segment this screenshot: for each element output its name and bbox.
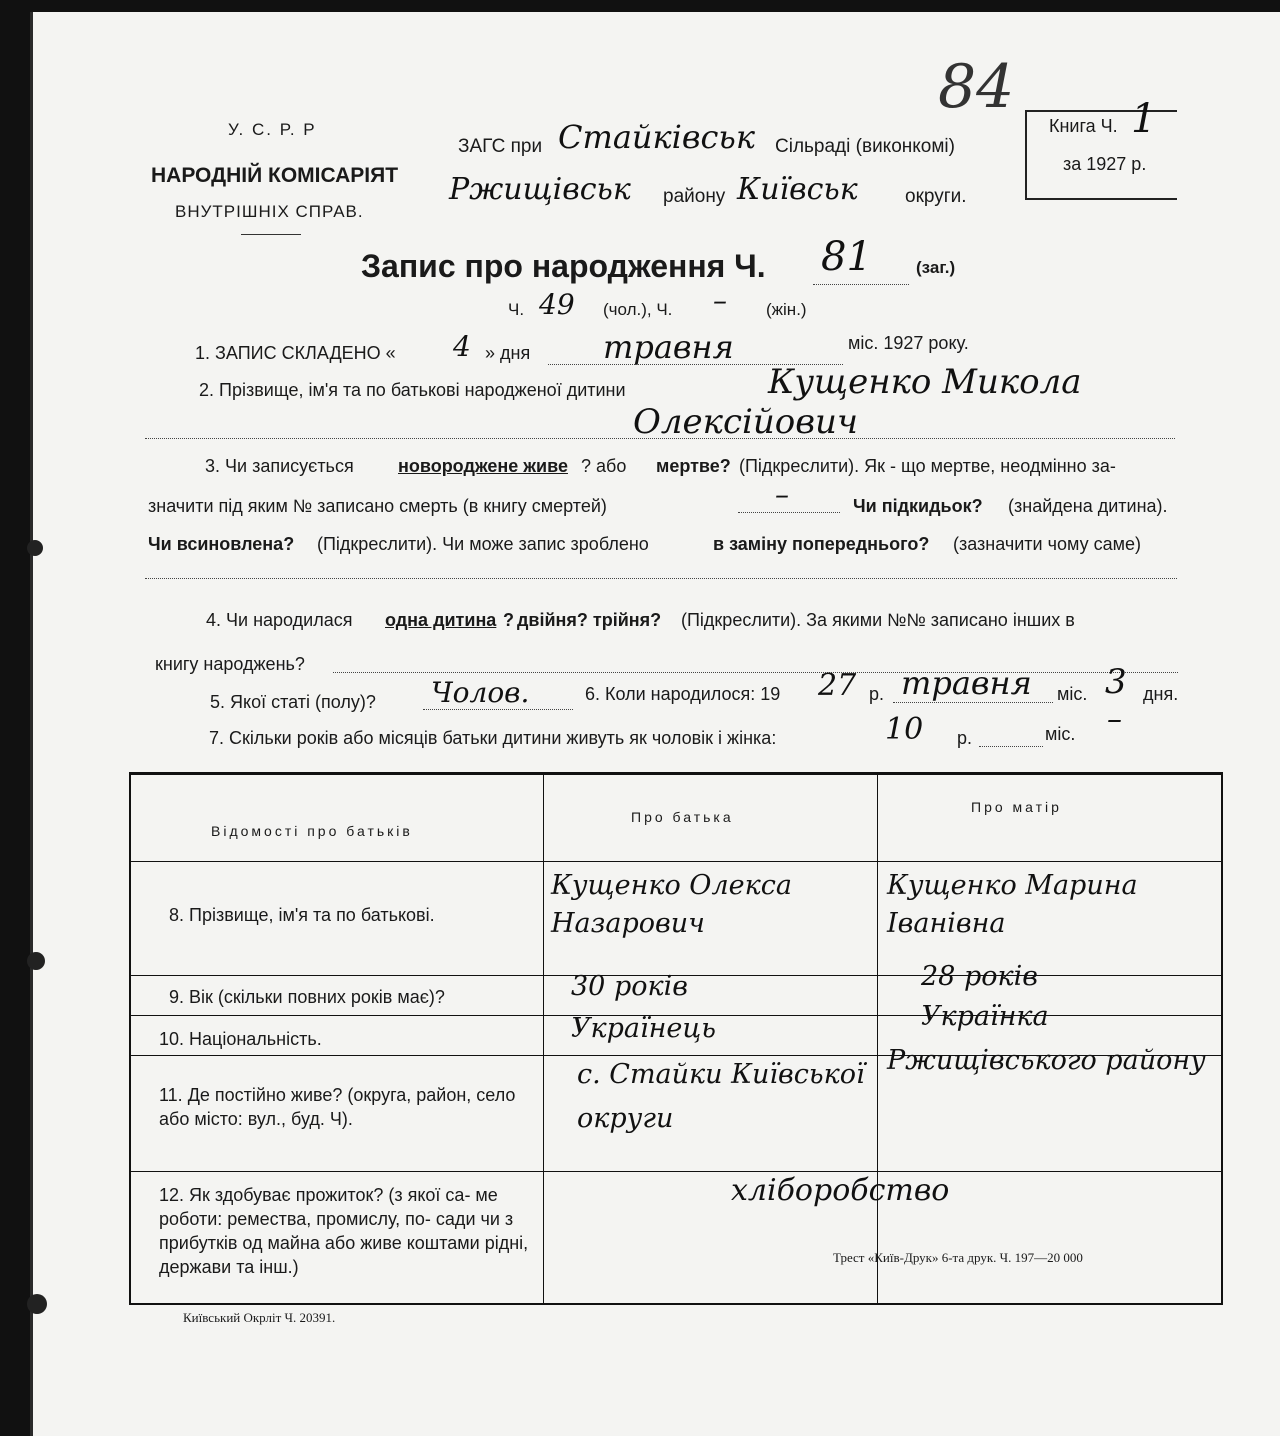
field4-single-child: одна дитина xyxy=(385,610,497,630)
field5-label: 5. Якої статі (полу)? xyxy=(210,692,376,712)
male-label: (чол.), Ч. xyxy=(603,300,673,319)
field7-line xyxy=(979,746,1043,747)
table-header-divider xyxy=(131,861,1221,862)
field4-line1-e: (Підкреслити). За якими №№ записано інших в xyxy=(681,610,1075,630)
field1-suffix: міс. 1927 року. xyxy=(848,333,969,353)
ussr-label: У. С. Р. Р xyxy=(228,120,317,139)
female-count-handwritten: – xyxy=(713,284,727,317)
field3-replacement: в заміну попереднього? xyxy=(713,534,930,554)
row8-label: 8. Прізвище, ім'я та по батькові. xyxy=(169,905,435,925)
field7-label: 7. Скільки років або місяців батьки дитини живуть як чоловік і жінка: xyxy=(209,728,777,748)
zag-label: (заг.) xyxy=(916,258,956,277)
child-name-handwritten: Кущенко Микола xyxy=(768,362,1082,402)
field1-mid: » дня xyxy=(485,343,531,363)
field3-born-alive: новороджене живе xyxy=(398,456,568,476)
footer-trust: Трест «Київ-Друк» 6-та друк. Ч. 197—20 000 xyxy=(833,1250,1083,1265)
child-patronymic-handwritten: Олексійович xyxy=(633,402,859,442)
birth-day-handwritten: 3 xyxy=(1105,662,1127,702)
field4-line1-c: ? xyxy=(503,610,514,630)
birth-month-handwritten: травня xyxy=(901,664,1032,702)
male-count-handwritten: 49 xyxy=(539,288,575,321)
field3-line3-b: (Підкреслити). Чи може запис зроблено xyxy=(317,534,649,554)
field3-dead: мертве? xyxy=(656,456,731,476)
field3-death-number-handwritten: – xyxy=(775,478,789,511)
field4-twins-triplets: двійня? трійня? xyxy=(517,610,662,630)
page-number-handwritten: 84 xyxy=(938,52,1015,122)
row12-label: 12. Як здобуває прожиток? (з якої са- ме роботи: ремества, промислу, по- сади чи з прибутків од майна або живе коштами рідні, держави та інш.) xyxy=(159,1185,529,1277)
village-suffix: Сільраді (виконкомі) xyxy=(775,136,955,157)
row11-mother-handwritten: Ржищівського району xyxy=(887,1045,1206,1076)
header-rule xyxy=(241,234,301,235)
col-header-info: Відомості про батьків xyxy=(211,823,413,839)
row8-mother-handwritten: Кущенко Марина Іванівна xyxy=(887,870,1138,939)
field3-line3-d: (зазначити чому саме) xyxy=(953,534,1141,554)
row9-mother-handwritten: 28 років xyxy=(921,961,1038,992)
book-number-handwritten: 1 xyxy=(1131,96,1157,142)
table-col-divider-2 xyxy=(877,775,878,1303)
marriage-years-handwritten: 10 xyxy=(885,712,924,747)
female-label: (жін.) xyxy=(766,300,807,319)
row8-father-handwritten: Кущенко Олекса Назарович xyxy=(551,870,792,939)
parents-table xyxy=(129,772,1223,1305)
field3-foundling: Чи підкидьок? xyxy=(853,496,983,516)
district-suffix: району xyxy=(663,186,726,207)
okrug-suffix: округи. xyxy=(905,186,967,207)
book-label: Книга Ч. xyxy=(1049,116,1118,136)
field3-line1-c: ? або xyxy=(581,456,627,476)
field3-line xyxy=(145,578,1177,579)
field3-line1-a: 3. Чи записується xyxy=(205,456,354,476)
okrug-handwritten: Київськ xyxy=(737,172,858,207)
field3-line2-a: значити під яким № записано смерть (в книгу смертей) xyxy=(148,496,607,516)
field4-line1-a: 4. Чи народилася xyxy=(206,610,353,630)
field7-mis: міс. xyxy=(1045,724,1076,744)
ch-label: Ч. xyxy=(508,300,525,319)
field6-dnya: дня. xyxy=(1143,684,1179,704)
village-handwritten: Стайківськ xyxy=(558,118,755,156)
record-number-line xyxy=(813,284,909,285)
field5-line xyxy=(423,709,573,710)
internal-affairs-label: ВНУТРІШНІХ СПРАВ. xyxy=(175,202,364,221)
record-title: Запис про народження Ч. xyxy=(361,248,766,284)
sex-handwritten: Чолов. xyxy=(431,676,530,709)
field2-line xyxy=(145,438,1175,439)
field6-month-line xyxy=(893,702,1053,703)
field6-r: р. xyxy=(869,684,885,704)
col-header-mother: Про матір xyxy=(971,799,1062,815)
field1-day-handwritten: 4 xyxy=(453,330,471,363)
binding-hole xyxy=(27,1294,47,1314)
footer-okrlit: Київський Окрліт Ч. 20391. xyxy=(183,1310,336,1325)
table-row-divider-11 xyxy=(131,1171,1221,1172)
field6-label: 6. Коли народилося: 19 xyxy=(585,684,781,704)
field6-mis: міс. xyxy=(1057,684,1088,704)
commissariat-label: НАРОДНІЙ КОМІСАРІЯТ xyxy=(151,164,399,187)
field3-death-line xyxy=(738,512,840,513)
record-number-handwritten: 81 xyxy=(821,234,872,280)
book-year: за 1927 р. xyxy=(1063,154,1147,174)
row12-occupation-handwritten: хліборобство xyxy=(731,1173,950,1208)
row11-label: 11. Де постійно живе? (округа, район, село або місто: вул., буд. Ч). xyxy=(159,1085,516,1129)
field2-label: 2. Прізвище, ім'я та по батькові народженої дитини xyxy=(199,380,626,400)
field4-line2: книгу народжень? xyxy=(155,654,305,674)
field3-adopted: Чи всиновлена? xyxy=(148,534,295,554)
row9-father-handwritten: 30 років xyxy=(571,971,688,1002)
field1-label: 1. ЗАПИС СКЛАДЕНО « xyxy=(195,343,396,363)
binding-hole xyxy=(27,952,45,970)
col-header-father: Про батька xyxy=(631,809,734,825)
row11-father-handwritten: с. Стайки Київської округи xyxy=(577,1059,865,1134)
row10-mother-handwritten: Українка xyxy=(921,1001,1049,1032)
field4-line xyxy=(333,672,1178,673)
field1-month-handwritten: травня xyxy=(603,328,734,366)
zags-prefix: ЗАГС при xyxy=(458,136,543,157)
field3-line2-c: (знайдена дитина). xyxy=(1008,496,1168,516)
field3-line1-e: (Підкреслити). Як - що мертве, неодмінно за- xyxy=(739,456,1116,476)
field7-r: р. xyxy=(957,728,973,748)
district-handwritten: Ржищівськ xyxy=(449,172,631,207)
document-page xyxy=(30,12,1280,1436)
row10-label: 10. Національність. xyxy=(159,1029,322,1049)
marriage-months-handwritten: – xyxy=(1107,702,1122,737)
row10-father-handwritten: Українець xyxy=(571,1013,716,1044)
row9-label: 9. Вік (скільки повних років має)? xyxy=(169,987,445,1007)
birth-year-handwritten: 27 xyxy=(818,668,857,703)
binding-hole xyxy=(27,540,43,556)
